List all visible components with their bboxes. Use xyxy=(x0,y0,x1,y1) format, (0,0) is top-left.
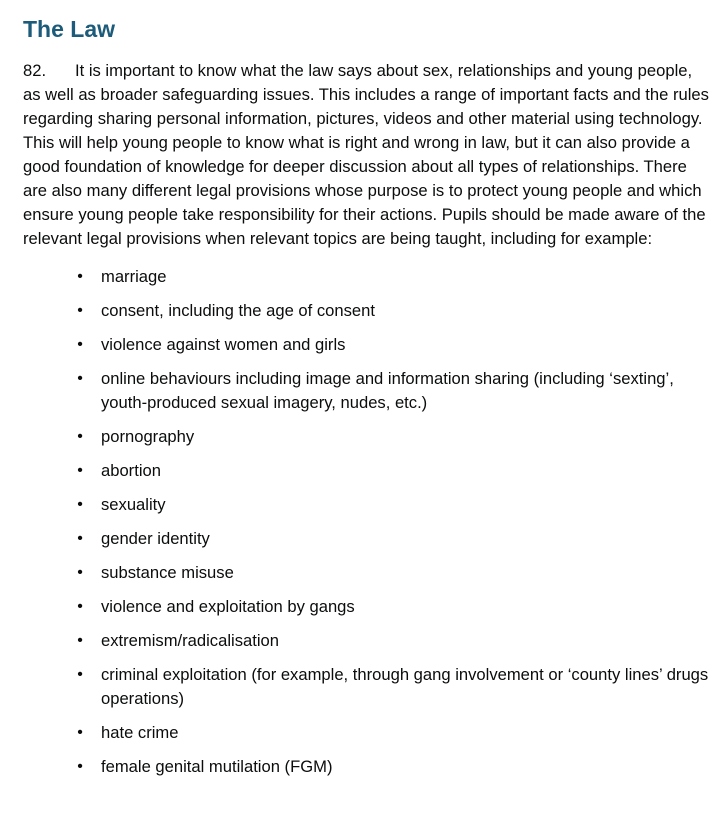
legal-topics-list xyxy=(23,265,708,779)
list-item-text: gender identity xyxy=(101,529,210,548)
bullet-icon: • xyxy=(77,666,83,683)
bullet-icon: • xyxy=(77,370,83,387)
bullet-icon: • xyxy=(77,632,83,649)
list-item-text: online behaviours including image and information sharing (including ‘sexting’, youth-produced sexual imagery, nudes, etc.) xyxy=(101,369,674,412)
list-item xyxy=(23,367,711,415)
list-item-text: criminal exploitation (for example, through gang involvement or ‘county lines’ drugs operations) xyxy=(101,665,709,708)
bullet-icon: • xyxy=(77,428,83,445)
bullet-icon: • xyxy=(77,564,83,581)
bullet-icon: • xyxy=(77,598,83,615)
list-item xyxy=(23,527,711,551)
list-item xyxy=(23,493,711,517)
bullet-icon: • xyxy=(77,724,83,741)
list-item xyxy=(23,333,711,357)
list-item xyxy=(23,561,711,585)
list-item xyxy=(23,663,711,711)
list-item-text: sexuality xyxy=(101,495,166,514)
paragraph-text: It is important to know what the law says about sex, relationships and young people, as well as broader safeguarding issues. This includes a range of important facts and the rules regarding sharing personal information, pictures, videos and other material using technology. This will help young people to know what is right and wrong in law, but it can also provide a good foundation of knowledge for deeper discussion about all types of relationships. There are also many different legal provisions whose purpose is to protect young people and which ensure young people take responsibility for their actions. Pupils should be made aware of the relevant legal provisions when relevant topics are being taught, including for example: xyxy=(23,61,709,248)
list-item xyxy=(23,629,711,653)
bullet-icon: • xyxy=(77,530,83,547)
list-item-text: abortion xyxy=(101,461,161,480)
list-item-text: substance misuse xyxy=(101,563,234,582)
list-item xyxy=(23,265,711,289)
bullet-icon: • xyxy=(77,758,83,775)
list-item-text: female genital mutilation (FGM) xyxy=(101,757,333,776)
section-heading: The Law xyxy=(23,16,116,42)
list-item-text: extremism/radicalisation xyxy=(101,631,279,650)
paragraph-number: 82. xyxy=(23,61,47,80)
list-item xyxy=(23,425,711,449)
list-item xyxy=(23,595,711,619)
list-item xyxy=(23,459,711,483)
bullet-icon: • xyxy=(77,496,83,513)
bullet-icon: • xyxy=(77,268,83,285)
list-item-text: violence and exploitation by gangs xyxy=(101,597,355,616)
bullet-icon: • xyxy=(77,462,83,479)
list-item-text: consent, including the age of consent xyxy=(101,301,375,320)
bullet-icon: • xyxy=(77,336,83,353)
list-item-text: pornography xyxy=(101,427,195,446)
list-item-text: hate crime xyxy=(101,723,179,742)
list-item xyxy=(23,721,711,745)
list-item xyxy=(23,299,711,323)
list-item xyxy=(23,755,711,779)
list-item-text: marriage xyxy=(101,267,167,286)
paragraph-82 xyxy=(23,59,711,251)
bullet-icon: • xyxy=(77,302,83,319)
list-item-text: violence against women and girls xyxy=(101,335,346,354)
